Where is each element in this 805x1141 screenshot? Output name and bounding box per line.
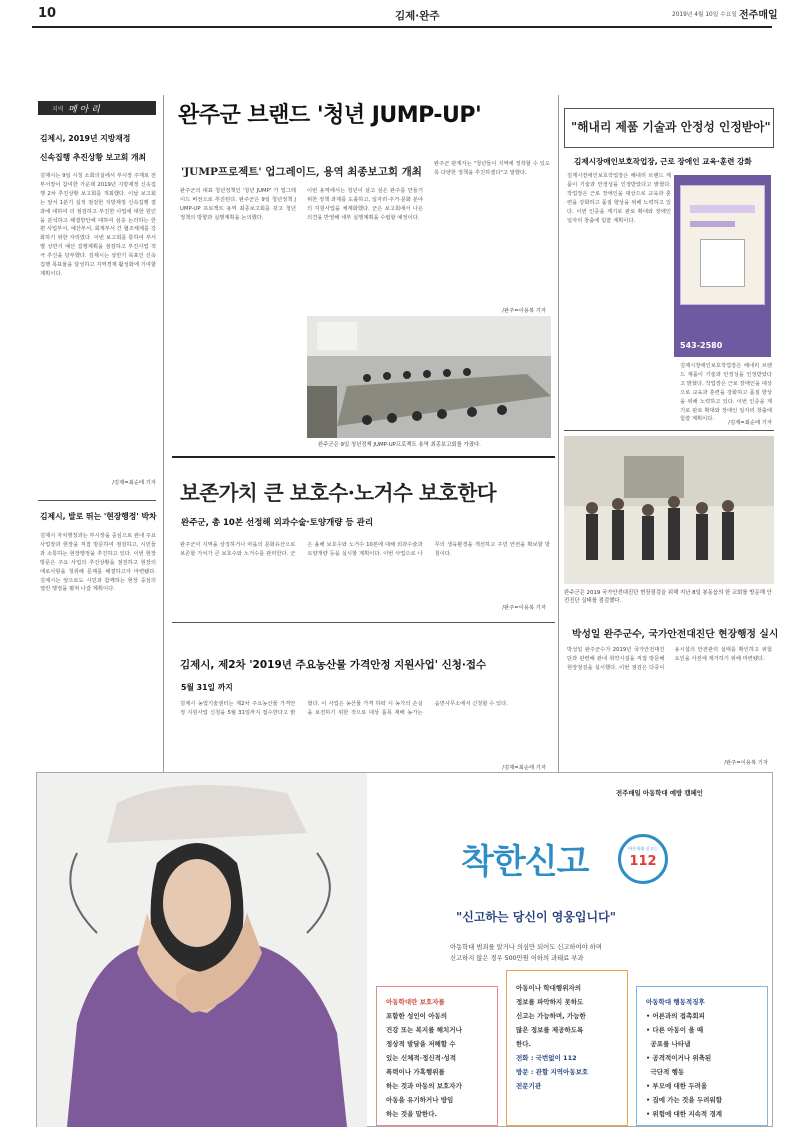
right-byline: /김제=최순태 기자 xyxy=(728,420,772,426)
ad-box3-line-0: • 어른과의 접촉회피 xyxy=(646,1012,705,1020)
left-divider xyxy=(38,500,156,501)
left-article1-byline: /김제=최순태 기자 xyxy=(112,480,156,486)
main3-byline: /김제=최순태 기자 xyxy=(502,765,546,771)
ad-box3-line-2: 공포를 나타냄 xyxy=(646,1040,691,1048)
ad-box2-line-4: 한다. xyxy=(516,1040,532,1048)
tag-label-b: 메 아 리 xyxy=(68,105,100,115)
ad-box-definition xyxy=(376,986,498,1126)
ad-logo: 착한신고 xyxy=(461,842,589,882)
main3-headline: 김제시, 제2차 '2019년 주요농산물 가격안정 지원사업' 신청·접수 xyxy=(180,659,487,671)
ad-box2-line-2: 신고는 가능하며, 가능한 xyxy=(516,1012,586,1020)
ad-box3-line-3: • 공격적이거나 위축된 xyxy=(646,1054,712,1062)
ad-description-2: 신고하지 않은 경우 500만원 이하의 과태료 부과 xyxy=(450,955,584,962)
main2-headline: 보존가치 큰 보호수·노거수 보호한다 xyxy=(180,481,497,505)
inspection-photo-drawing xyxy=(564,436,774,584)
ad-box2-line-7: 방문 : 관할 지역아동보호 xyxy=(516,1068,589,1076)
left-article2-body: 김제시 자치행정과는 부시장을 중심으로 관내 주요 사업장과 현장을 직접 방문하여 점검하고, 시민들과 소통하는 현장행정을 추진하고 있다. 이번 현장 방문은 주요 사업의 추진상황을 점검하고 현장의 애로사항을 청취해 문제를 해결하고자 마련됐다. 김제시는 앞으로도 시민과 함께하는 현장 중심의 열린 행정을 펼쳐 나갈 계획이다. xyxy=(40,533,156,593)
ad-box2-line-1: 정보를 파악하지 못하도 xyxy=(516,998,584,1006)
product-phone: 543-2580 xyxy=(680,341,723,350)
ad-campaign-title: 전주매일 아동학대 예방 캠페인 xyxy=(616,789,703,797)
ad-badge-number: 112 xyxy=(629,854,657,869)
ad-box1-line-3: 정상적 발달을 저해할 수 xyxy=(386,1040,456,1048)
right-body-a: 김제시장애인보호작업장은 해내리 브랜드 제품이 기술과 안정성을 인정받았다고 밝혔다. 작업장은 근로 장애인을 대상으로 교육과 훈련을 강화하고 품질 향상을 위해 노력하고 있다. 이번 인증을 계기로 판로 확대와 장애인 일자리 창출에 힘쓸 계획이다. xyxy=(567,173,671,224)
ad-box3-line-5: • 부모에 대한 두려움 xyxy=(646,1082,708,1090)
product-pack xyxy=(700,239,745,287)
right-b-headline: 박성일 완주군수, 국가안전대진단 현장행정 실시 xyxy=(572,629,779,640)
ad-box1-line-5: 폭력이나 가혹행위를 xyxy=(386,1068,445,1076)
ad-box3-line-4: 극단적 행동 xyxy=(646,1068,685,1076)
main1-body-b: 이번 용역에서는 청년이 살고 싶은 완주를 만들기 위한 정책 과제를 도출하고, 일자리·주거·문화 분야의 지원사업을 체계화했다. 군은 보고회에서 나온 의견을 반영해 세부 실행계획을 수립할 예정이다. xyxy=(307,188,423,221)
conference-photo-drawing xyxy=(307,316,551,438)
main1-body-c: 완주군 관계자는 "청년들이 지역에 정착할 수 있도록 다양한 정책을 추진하겠다"고 말했다. xyxy=(434,161,550,176)
product-label xyxy=(690,205,755,213)
ad-box1-line-6: 하는 것과 아동의 보호자가 xyxy=(386,1082,462,1090)
main2-byline: /완주=이용복 기자 xyxy=(502,605,546,611)
ad-slogan: "신고하는 당신이 영웅입니다" xyxy=(456,910,616,924)
page-number: 10 xyxy=(38,6,57,21)
ad-box1-line-4: 있는 신체적·정신적·성적 xyxy=(386,1054,456,1062)
inspection-photo xyxy=(564,436,774,584)
inspection-photo-caption: 완주군은 2019 국가안전대진단 현장점검을 위해 지난 8일 봉동읍의 한 교회를 방문해 안전진단 실태를 점검했다. xyxy=(564,590,772,604)
masthead-rule xyxy=(32,26,772,28)
right-divider xyxy=(564,430,774,431)
ad-box1-line-2: 건강 또는 복지를 해치거나 xyxy=(386,1026,462,1034)
left-column-vrule xyxy=(163,95,164,845)
ad-box-report xyxy=(506,970,628,1126)
ad-box2-line-0: 아동이나 학대행위자의 xyxy=(516,984,582,992)
tag-label-a: 지역 xyxy=(52,106,64,113)
left-article1-title-2: 신속집행 추진상황 보고회 개최 xyxy=(40,153,147,162)
ad-box1-line-1: 포함한 성인이 아동의 xyxy=(386,1012,448,1020)
ad-badge-label: 아동학대 신고는 xyxy=(628,846,658,851)
left-article2-title: 김제시, 발로 뛰는 '현장행정' 박차 xyxy=(40,512,157,521)
ad-description-1: 아동학대 범죄를 알거나 의심만 되어도 신고하여야 하며 xyxy=(450,944,602,951)
paper-name: 전주매일 xyxy=(739,10,778,21)
conference-photo-caption: 완주군은 9일 청년정책 JUMP-UP프로젝트 용역 최종보고회를 가졌다. xyxy=(318,442,481,448)
main3-subhead: 5월 31일 까지 xyxy=(181,683,233,692)
main-right-vrule xyxy=(558,95,559,775)
ad-box1-line-8: 하는 것을 말한다. xyxy=(386,1110,437,1118)
ad-box3-line-1: • 다른 아동이 울 때 xyxy=(646,1026,704,1034)
main1-byline: /완주=이용복 기자 xyxy=(502,308,546,314)
main2-subhead: 완주군, 총 10본 선정해 외과수술·토양개량 등 관리 xyxy=(181,518,374,528)
main3-body: 김제시 농업기술센터는 제2차 주요농산물 가격안정 지원사업 신청을 5월 31일까지 접수한다고 밝혔다. 이 사업은 농산물 가격 하락 시 농가의 손실을 보전하기 위한 것으로 대상 품목 재배 농가는 읍면사무소에서 신청할 수 있다. xyxy=(180,701,508,716)
masthead xyxy=(0,0,805,36)
column-tag xyxy=(38,101,156,115)
ad-box3-line-7: • 위험에 대한 지속적 경계 xyxy=(646,1110,722,1118)
main2-body: 완주군이 지역을 상징하거나 마을의 문화유산으로 보존할 가치가 큰 보호수와 노거수를 관리한다. 군은 올해 보호수와 노거수 10본에 대해 외과수술과 토양개량 등을 실시할 계획이다. 이번 사업으로 나무의 생육환경을 개선하고 주민 안전을 확보할 방침이다. xyxy=(180,542,550,557)
product-label-2 xyxy=(690,221,735,227)
main1-divider xyxy=(172,456,555,458)
ad-box1-line-0: 아동학대란 보호자를 xyxy=(386,998,445,1006)
left-article1-title-1: 김제시, 2019년 지방재정 xyxy=(40,134,131,143)
campaign-ad xyxy=(36,772,773,1127)
main2-divider xyxy=(172,622,555,623)
right-body-b: 김제시장애인보호작업장은 해내리 브랜드 제품이 기술과 안정성을 인정받았다고 밝혔다. 작업장은 근로 장애인을 대상으로 교육과 훈련을 강화하고 품질 향상을 위해 노력하고 있다. 이번 인증을 계기로 판로 확대와 장애인 일자리 창출에 힘쓸 계획이다. xyxy=(680,363,772,422)
issue-date: 2019년 4월 10일 수요일 xyxy=(672,12,737,18)
right-b-byline: /완주=이용복 기자 xyxy=(724,760,768,766)
ad-box1-line-7: 아동을 유기하거나 방임 xyxy=(386,1096,454,1104)
ad-box3-line-6: • 집에 가는 것을 두려워함 xyxy=(646,1096,722,1104)
ad-112-badge xyxy=(618,834,668,884)
left-article1-body: 김제시는 9일 시청 소회의실에서 부시장 주재로 전 부서장이 참여한 가운데 2019년 지방재정 신속집행 2차 추진상황 보고회를 개최했다. 이날 보고회는 앞서 1분기 실적 점검한 지방재정 신속집행 결과에 대하여 더 점검하고 부진한 사업에 대한 원인을 분석하고 해결방안에 대하여 심층 논의하는 한편 사업부서, 예산부서, 회계부서 간 협조체계를 강화하기 위한 자리였다. 이번 보고회를 통하여 부서별 상반기 예산 집행계획을 점검하고 부진사업 적극 추진을 당부했다. 김제시는 상반기 목표인 신속집행 목표율을 달성하고 지역경제 활성화에 기여할 계획이다. xyxy=(40,173,156,277)
main1-body-a: 완주군의 대표 청년정책인 '청년 JUMP' 가 업그레이드 버전으로 추진된다. 완주군은 9일 청년정책 JUMP-UP 프로젝트 용역 최종보고회를 갖고 청년 정책의 방향과 실행계획을 논의했다. xyxy=(180,188,296,221)
product-photo xyxy=(674,175,771,357)
main1-headline: 완주군 브랜드 '청년 JUMP-UP' xyxy=(178,103,482,128)
main1-subhead: 'JUMP프로젝트' 업그레이드, 용역 최종보고회 개최 xyxy=(181,166,422,178)
ad-box2-line-3: 많은 정보를 제공하도록 xyxy=(516,1026,584,1034)
right-b-body: 박성일 완주군수가 2019년 국가안전대진단과 관련해 관내 취약시설을 직접 방문해 현장점검을 실시했다. 이번 점검은 다중이용시설의 안전관리 실태를 확인하고 위험요인을 사전에 제거하기 위해 마련됐다. xyxy=(567,647,772,671)
right-headline-box xyxy=(564,108,774,148)
section-name: 김제·완주 xyxy=(395,10,440,22)
ad-box-signs xyxy=(636,986,768,1126)
ad-box3-title: 아동학대 행동적징후 xyxy=(646,998,705,1006)
ad-woman-illustration xyxy=(37,773,367,1127)
right-headline: "해내리 제품 기술과 안정성 인정받아" xyxy=(571,120,771,134)
right-subhead: 김제시장애인보호작업장, 근로 장애인 교육·훈련 강화 xyxy=(574,157,752,166)
conference-photo xyxy=(307,316,551,438)
ad-box2-line-6: 전화 : 국번없이 112 xyxy=(516,1054,577,1062)
ad-box2-line-8: 전문기관 xyxy=(516,1082,542,1090)
